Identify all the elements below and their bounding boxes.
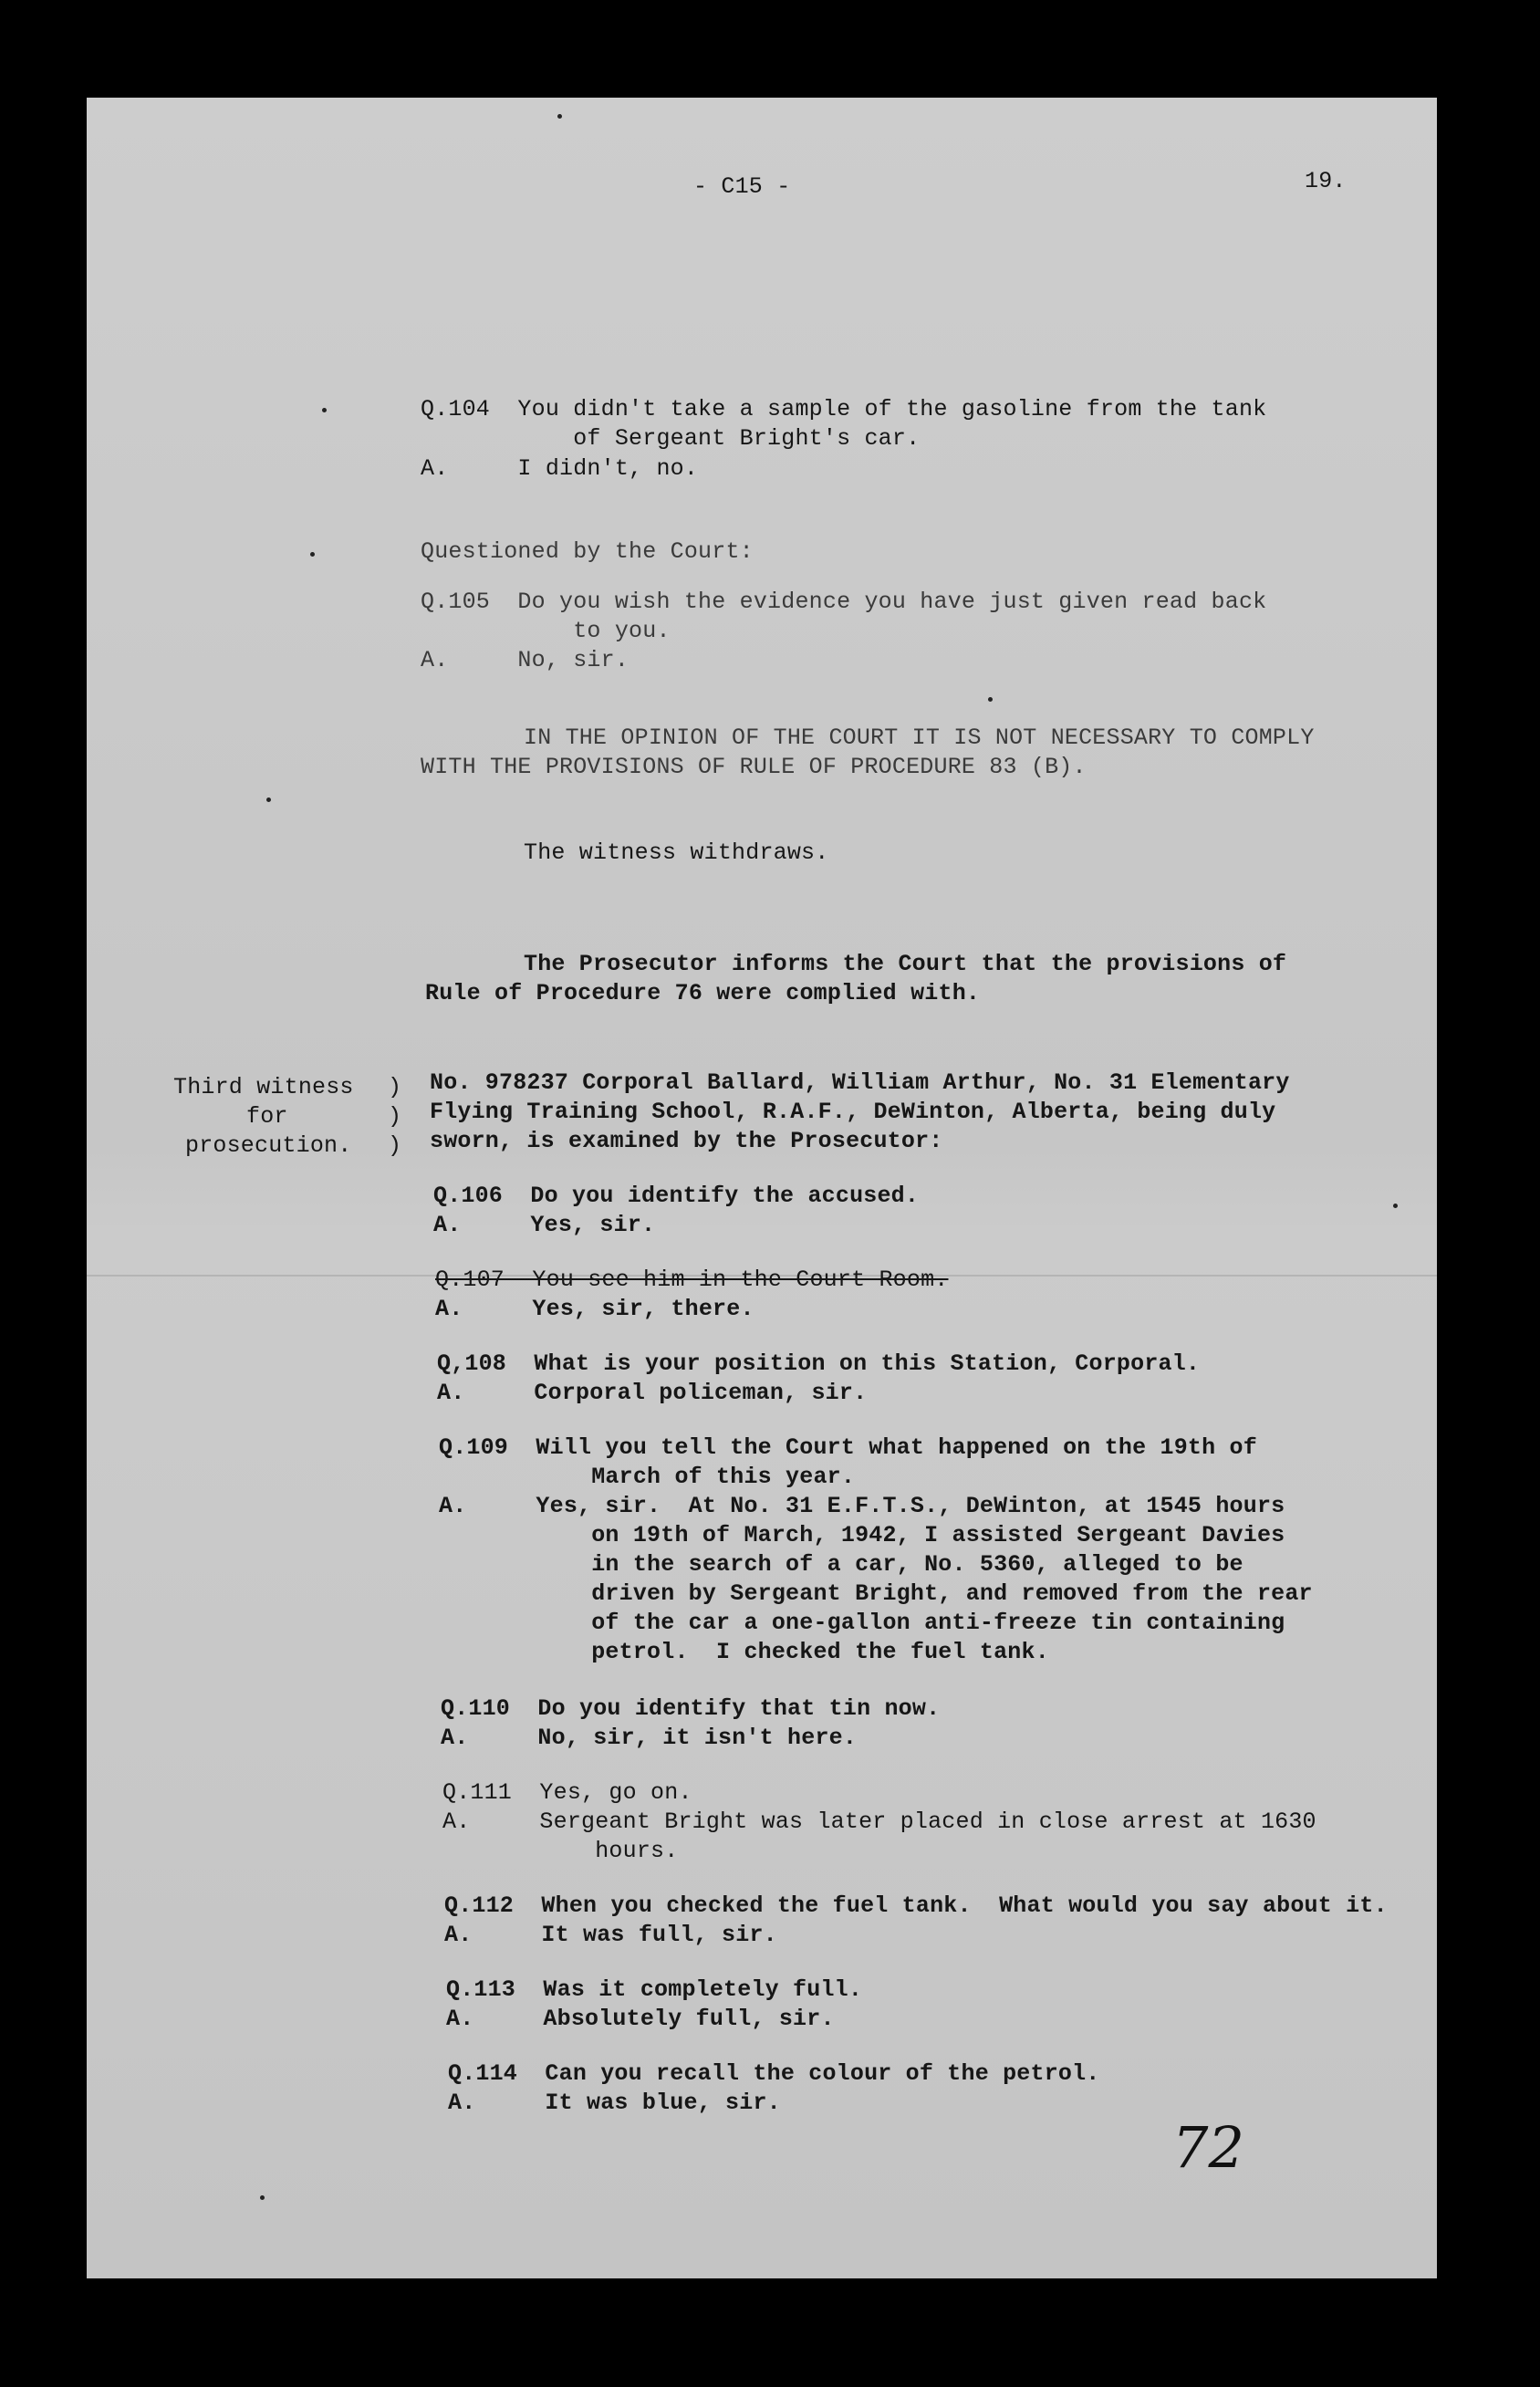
page-code: - C15 -	[693, 173, 791, 200]
witness-intro-line: Flying Training School, R.A.F., DeWinton, Alberta, being duly	[430, 1099, 1276, 1125]
ink-speck	[557, 114, 562, 119]
sidebar-note-line: for	[246, 1103, 288, 1130]
transcript-line-q110: Q.110 Do you identify that tin now.	[441, 1695, 941, 1722]
transcript-line: A. Corporal policeman, sir.	[437, 1380, 868, 1406]
sidebar-bracket: )	[388, 1103, 402, 1130]
transcript-line: A. No, sir.	[421, 647, 630, 673]
sidebar-note-line: prosecution.	[185, 1132, 352, 1159]
witness-intro-line: sworn, is examined by the Prosecutor:	[430, 1128, 943, 1154]
ink-speck	[266, 797, 271, 802]
prosecutor-statement: Rule of Procedure 76 were complied with.	[425, 980, 981, 1006]
transcript-line-q109: Q.109 Will you tell the Court what happened on the 19th of	[439, 1434, 1257, 1461]
witness-withdraws: The witness withdraws.	[524, 839, 829, 866]
transcript-line: March of this year.	[439, 1464, 856, 1490]
transcript-line: on 19th of March, 1942, I assisted Sergeant Davies	[439, 1522, 1285, 1548]
transcript-line: to you.	[421, 618, 671, 644]
transcript-line: A. Yes, sir, there.	[435, 1296, 754, 1322]
transcript-line-q114: Q.114 Can you recall the colour of the petrol.	[448, 2060, 1100, 2087]
transcript-line-q112: Q.112 When you checked the fuel tank. What would you say about it.	[444, 1892, 1388, 1919]
page-number: 19.	[1305, 168, 1347, 194]
ink-speck	[988, 697, 993, 702]
sidebar-note-line: Third witness	[173, 1074, 354, 1100]
ink-speck	[322, 408, 327, 412]
transcript-line: A. Yes, sir. At No. 31 E.F.T.S., DeWinton, at 1545 hours	[439, 1493, 1285, 1519]
transcript-line: A. It was full, sir.	[444, 1922, 777, 1948]
transcript-line: hours.	[442, 1838, 679, 1864]
court-opinion-line: IN THE OPINION OF THE COURT IT IS NOT NECESSARY TO COMPLY	[524, 724, 1315, 751]
transcript-line-q106: Q.106 Do you identify the accused.	[433, 1183, 920, 1209]
transcript-line-q108: Q,108 What is your position on this Station, Corporal.	[437, 1350, 1201, 1377]
transcript-line: in the search of a car, No. 5360, alleged to be	[439, 1551, 1243, 1578]
transcript-line-q111: Q.111 Yes, go on.	[442, 1779, 692, 1806]
transcript-line-q104: Q.104 You didn't take a sample of the gasoline from the tank	[421, 396, 1267, 422]
transcript-line: A. Absolutely full, sir.	[446, 2006, 835, 2032]
sidebar-bracket: )	[388, 1074, 402, 1100]
witness-intro-line: No. 978237 Corporal Ballard, William Arthur, No. 31 Elementary	[430, 1069, 1290, 1096]
court-opinion-line: WITH THE PROVISIONS OF RULE OF PROCEDURE 83 (B).	[421, 754, 1087, 780]
transcript-line: of Sergeant Bright's car.	[421, 425, 921, 452]
sidebar-bracket: )	[388, 1132, 402, 1159]
transcript-line: A. I didn't, no.	[421, 455, 699, 482]
handwritten-page-number: 72	[1172, 2114, 1244, 2181]
ink-speck	[260, 2195, 265, 2200]
document-page	[87, 98, 1437, 2278]
transcript-line: of the car a one-gallon anti-freeze tin containing	[439, 1610, 1285, 1636]
ink-speck	[1393, 1204, 1398, 1208]
transcript-line: A. No, sir, it isn't here.	[441, 1725, 858, 1751]
ink-speck	[310, 552, 315, 557]
transcript-line: petrol. I checked the fuel tank.	[439, 1639, 1049, 1665]
transcript-line: A. Yes, sir.	[433, 1212, 656, 1238]
transcript-line: driven by Sergeant Bright, and removed from the rear	[439, 1580, 1313, 1607]
transcript-line-q107-struck: Q.107 You see him in the Court Room.	[435, 1266, 949, 1293]
transcript-line: A. It was blue, sir.	[448, 2090, 781, 2116]
transcript-line-q113: Q.113 Was it completely full.	[446, 1976, 863, 2003]
transcript-line: A. Sergeant Bright was later placed in close arrest at 1630	[442, 1808, 1316, 1835]
section-heading: Questioned by the Court:	[421, 538, 754, 565]
prosecutor-statement: The Prosecutor informs the Court that the provisions of	[524, 951, 1287, 977]
transcript-line-q105: Q.105 Do you wish the evidence you have just given read back	[421, 589, 1267, 615]
